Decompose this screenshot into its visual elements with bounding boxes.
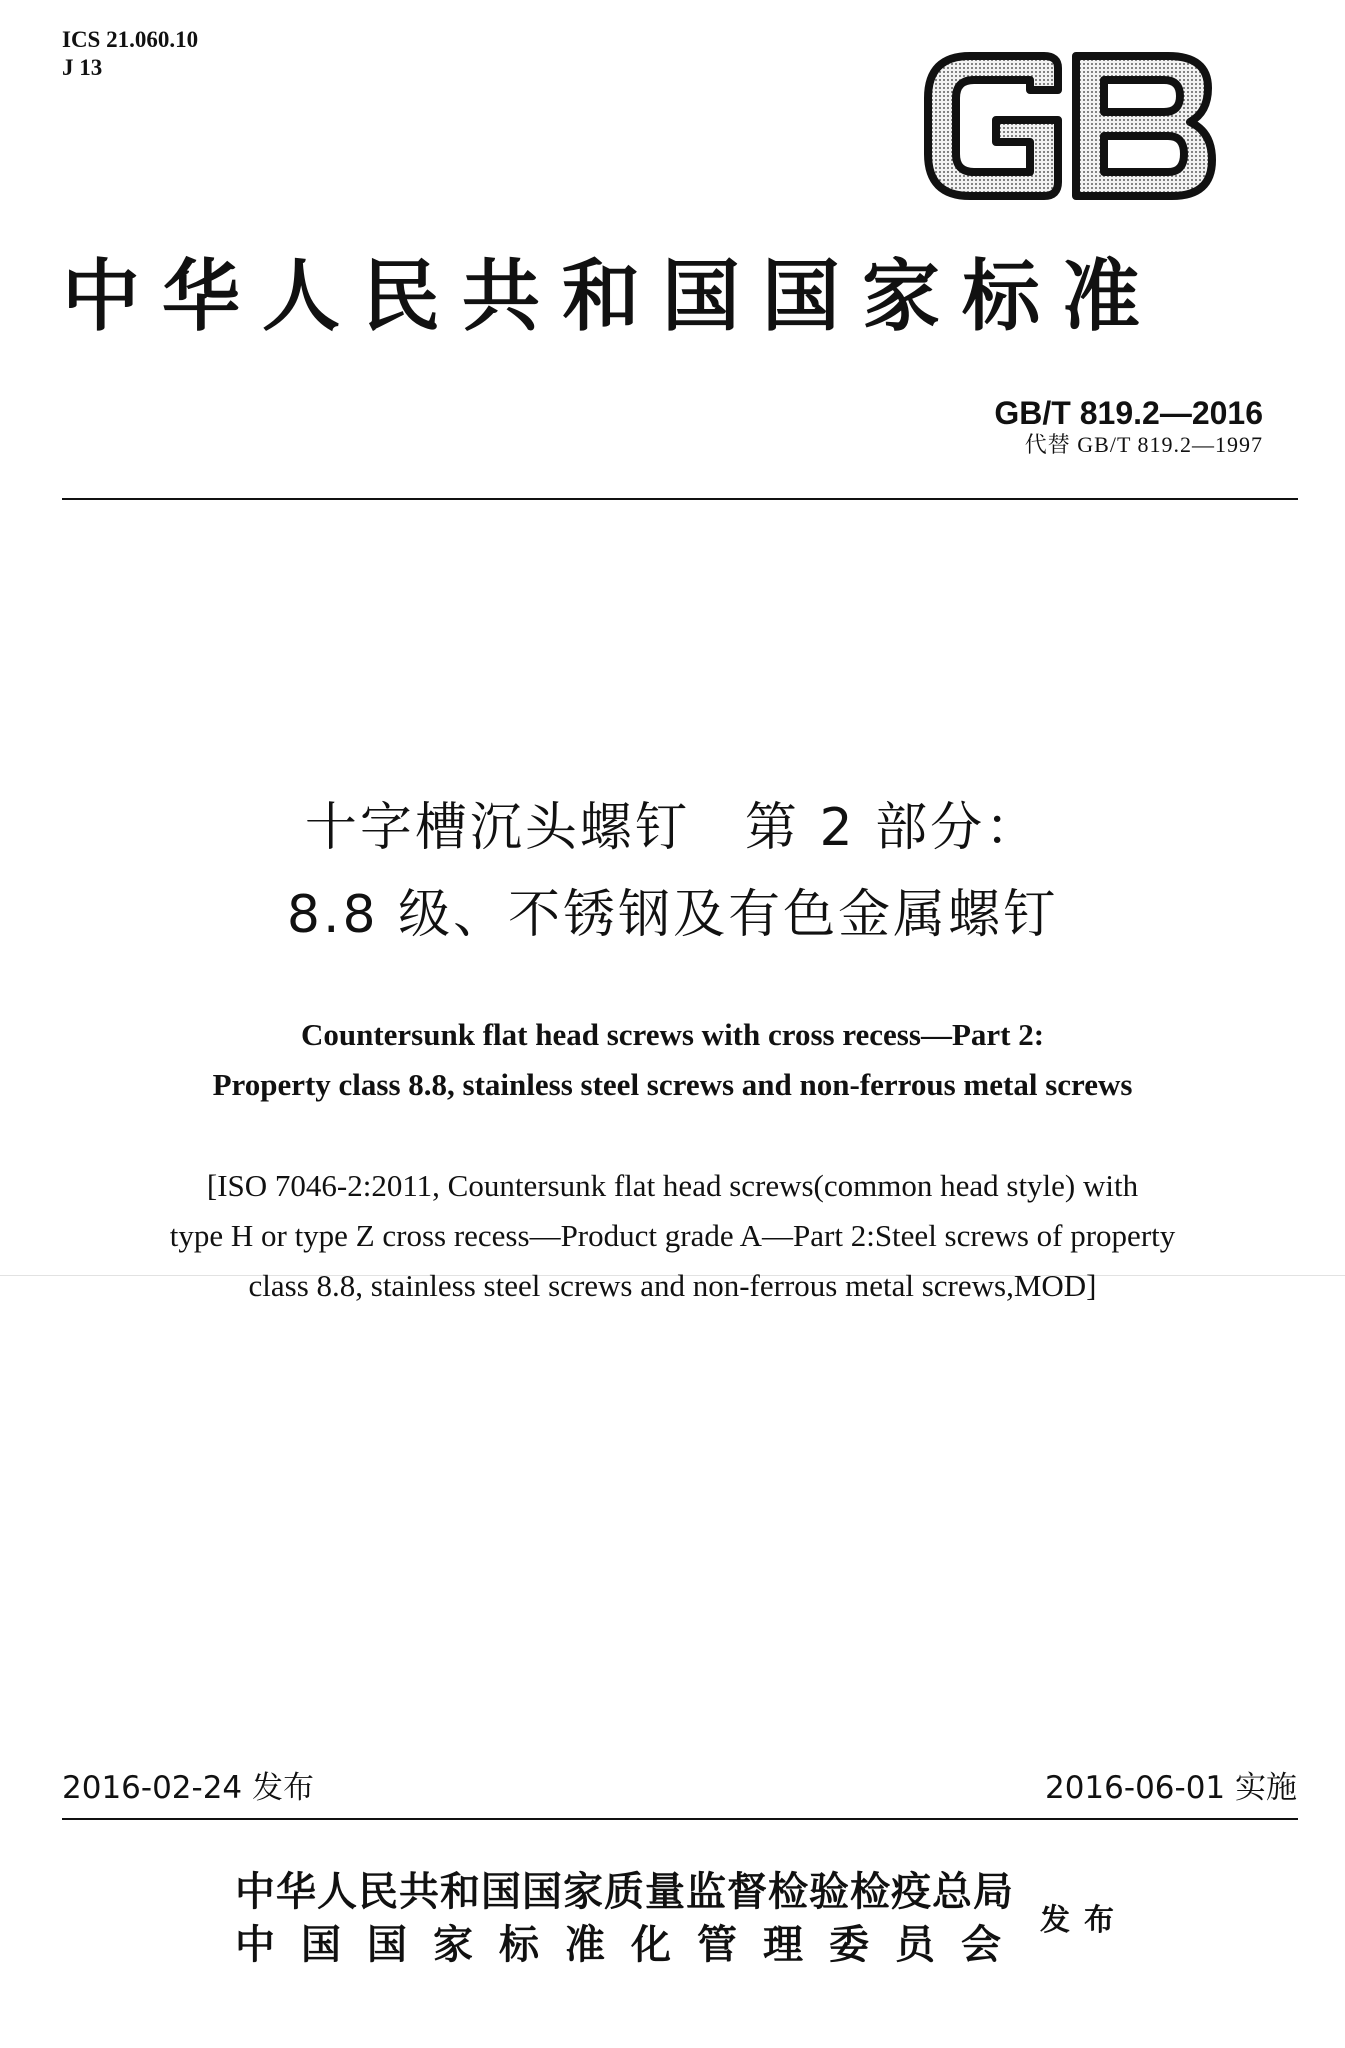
english-title-line-1: Countersunk flat head screws with cross recess—Part 2:: [300, 1017, 1045, 1052]
replaced-standard: 代替 GB/T 819.2—1997: [1024, 432, 1263, 457]
issue-action: 发布: [1040, 1903, 1128, 1938]
chinese-title-line-1: 十字槽沉头螺钉 第 2 部分：: [304, 798, 1041, 858]
standard-number: GB/T 819.2—2016: [994, 395, 1263, 431]
footer-divider: [62, 1818, 1298, 1820]
chinese-title-line-2: 8.8 级、不锈钢及有色金属螺钉: [286, 885, 1059, 945]
issue-date: 2016-02-24 发布: [62, 1770, 315, 1806]
ics-code: ICS 21.060.10: [62, 27, 199, 52]
iso-reference-line-1: [ISO 7046-2:2011, Countersunk flat head screws(common head style) with: [206, 1168, 1139, 1203]
implementation-date: 2016-06-01 实施: [1044, 1770, 1297, 1806]
iso-reference-line-2: type H or type Z cross recess—Product grade A—Part 2:Steel screws of property: [169, 1218, 1176, 1253]
iso-reference-line-3: class 8.8, stainless steel screws and non-ferrous metal screws,MOD]: [248, 1268, 1097, 1303]
ccs-code: J 13: [62, 55, 103, 80]
issuer-line-2: 中国国家标准化管理委员会: [235, 1922, 1027, 1968]
header-divider: [62, 498, 1298, 500]
english-title-line-2: Property class 8.8, stainless steel screws and non-ferrous metal screws: [212, 1067, 1133, 1102]
issuer-line-1: 中华人民共和国国家质量监督检验检疫总局: [235, 1869, 1014, 1915]
national-standard-heading: 中华人民共和国国家标准: [62, 252, 1163, 342]
gb-logo: [918, 50, 1218, 202]
classification-codes: [62, 26, 198, 82]
